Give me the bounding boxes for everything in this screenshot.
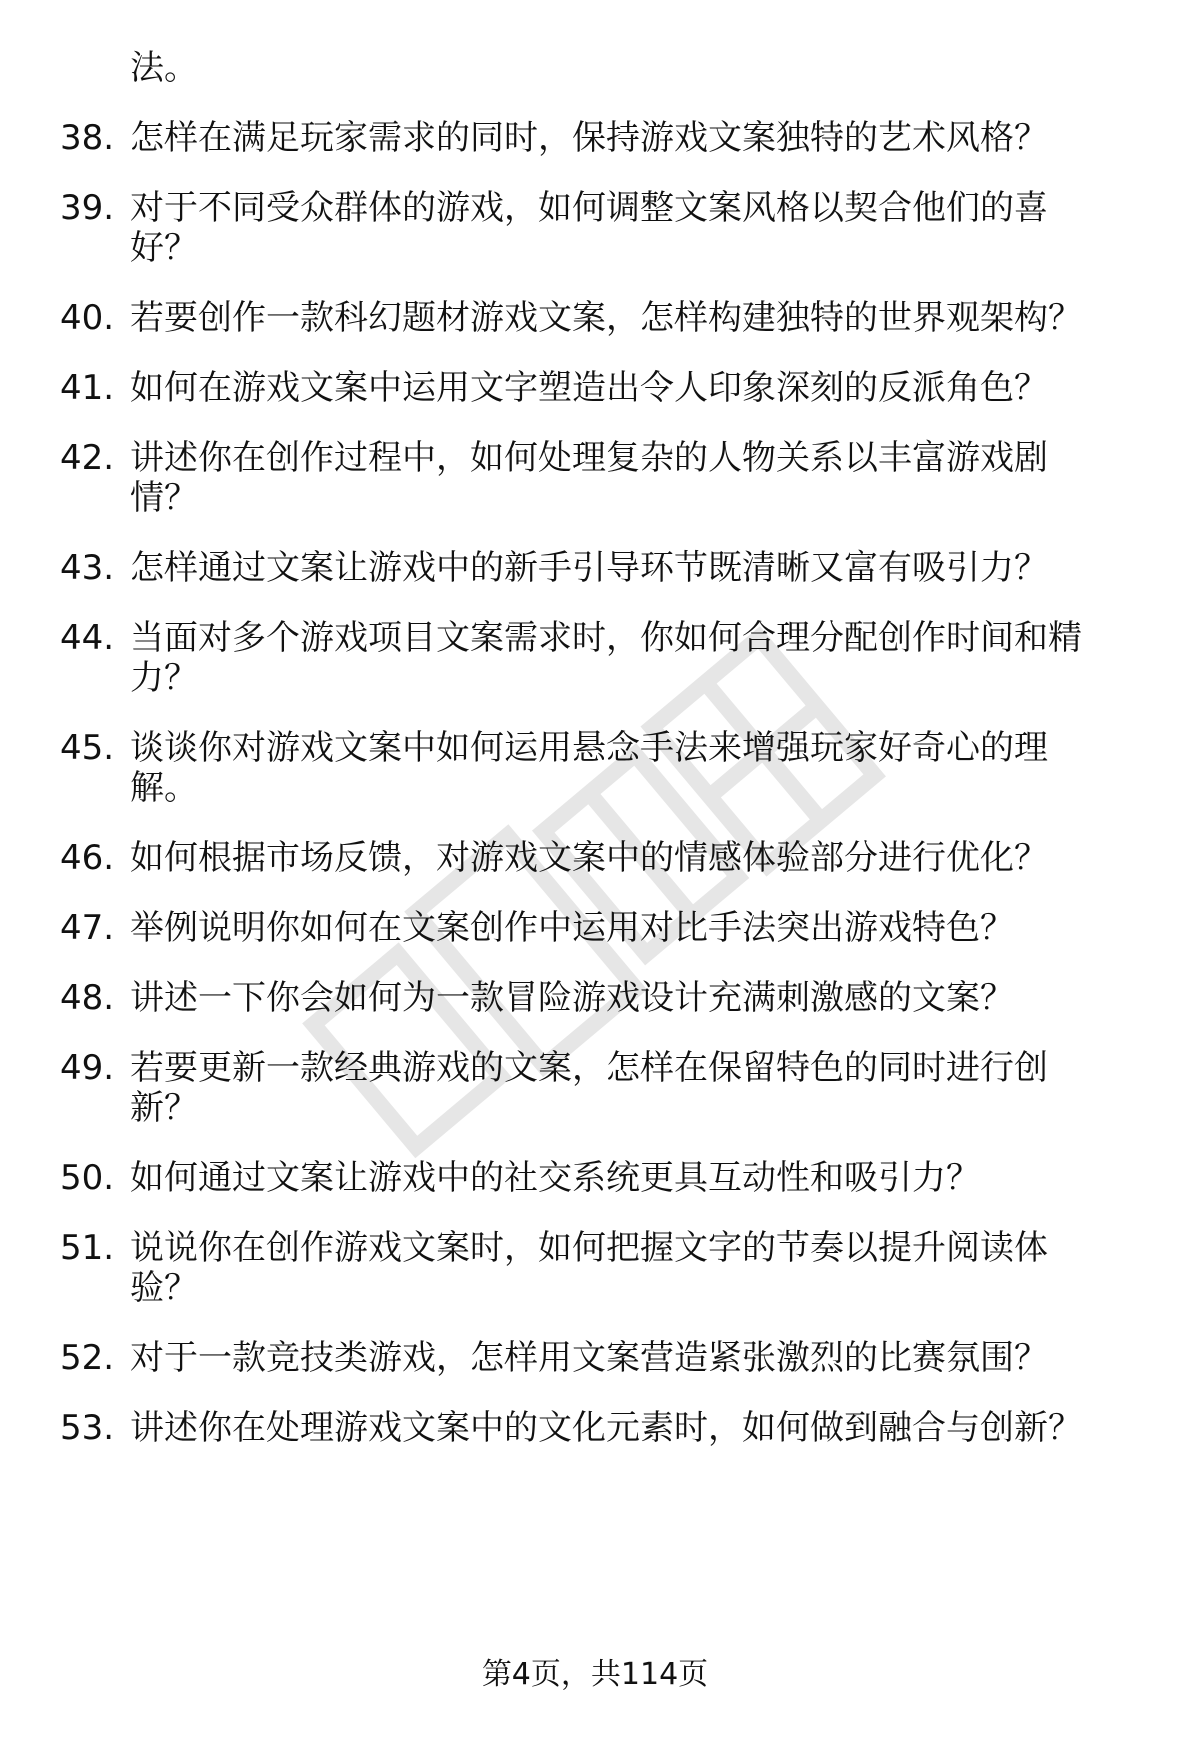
question-item [60,728,1160,808]
question-text [130,1158,1130,1198]
question-item [60,1228,1160,1308]
question-number: 52. [60,1338,115,1378]
question-line: 若要创作一款科幻题材游戏文案，怎样构建独特的世界观架构？ [130,298,1082,338]
question-item [60,1048,1160,1128]
question-text [130,548,1130,588]
question-line: 情？ [130,478,198,518]
page-number: 第4页，共114页 [481,1657,709,1692]
continuation-text: 法。 [130,48,198,88]
question-line: 谈谈你对游戏文案中如何运用悬念手法来增强玩家好奇心的理 [130,728,1048,768]
question-line: 若要更新一款经典游戏的文案，怎样在保留特色的同时进行创 [130,1048,1048,1088]
question-number: 42. [60,438,115,478]
question-item [60,188,1160,268]
question-item [60,1158,1160,1198]
question-line: 验？ [130,1268,198,1308]
question-line: 讲述一下你会如何为一款冒险游戏设计充满刺激感的文案？ [130,978,1014,1018]
question-line: 当面对多个游戏项目文案需求时，你如何合理分配创作时间和精 [130,618,1082,658]
question-line: 如何在游戏文案中运用文字塑造出令人印象深刻的反派角色？ [130,368,1048,408]
question-number: 38. [60,118,115,158]
question-line: 新？ [130,1088,198,1128]
question-line: 怎样在满足玩家需求的同时，保持游戏文案独特的艺术风格？ [130,118,1048,158]
question-line: 怎样通过文案让游戏中的新手引导环节既清晰又富有吸引力？ [130,548,1048,588]
question-text [130,1338,1130,1378]
question-line: 解。 [130,768,198,808]
question-number: 53. [60,1408,115,1448]
question-item [60,118,1160,158]
question-number: 49. [60,1048,115,1088]
question-line: 好？ [130,228,198,268]
question-item [60,298,1160,338]
question-line: 如何通过文案让游戏中的社交系统更具互动性和吸引力？ [130,1158,980,1198]
question-line: 力？ [130,658,198,698]
question-text [130,298,1130,338]
question-item [60,1338,1160,1378]
question-item [60,368,1160,408]
question-item [60,438,1160,518]
question-number: 47. [60,908,115,948]
question-text [130,728,1130,808]
question-number: 43. [60,548,115,588]
question-text [130,368,1130,408]
question-number: 48. [60,978,115,1018]
question-number: 40. [60,298,115,338]
question-item [60,978,1160,1018]
question-text [130,1048,1130,1128]
question-text [130,438,1130,518]
question-line: 对于不同受众群体的游戏，如何调整文案风格以契合他们的喜 [130,188,1048,228]
question-number: 44. [60,618,115,658]
question-item [60,1408,1160,1448]
question-text [130,1408,1130,1448]
question-text [130,118,1130,158]
question-item [60,838,1160,878]
question-number: 51. [60,1228,115,1268]
question-line: 讲述你在处理游戏文案中的文化元素时，如何做到融合与创新？ [130,1408,1082,1448]
question-text [130,978,1130,1018]
question-line: 如何根据市场反馈，对游戏文案中的情感体验部分进行优化？ [130,838,1048,878]
question-text [130,618,1130,698]
question-item [60,548,1160,588]
question-number: 45. [60,728,115,768]
question-number: 41. [60,368,115,408]
question-item [60,618,1160,698]
question-text [130,908,1130,948]
question-line: 举例说明你如何在文案创作中运用对比手法突出游戏特色？ [130,908,1014,948]
question-number: 50. [60,1158,115,1198]
question-line: 说说你在创作游戏文案时，如何把握文字的节奏以提升阅读体 [130,1228,1048,1268]
question-number: 39. [60,188,115,228]
question-text [130,1228,1130,1308]
question-text [130,838,1130,878]
question-text [130,188,1130,268]
question-item [60,908,1160,948]
question-line: 讲述你在创作过程中，如何处理复杂的人物关系以丰富游戏剧 [130,438,1048,478]
question-line: 对于一款竞技类游戏，怎样用文案营造紧张激烈的比赛氛围？ [130,1338,1048,1378]
question-number: 46. [60,838,115,878]
